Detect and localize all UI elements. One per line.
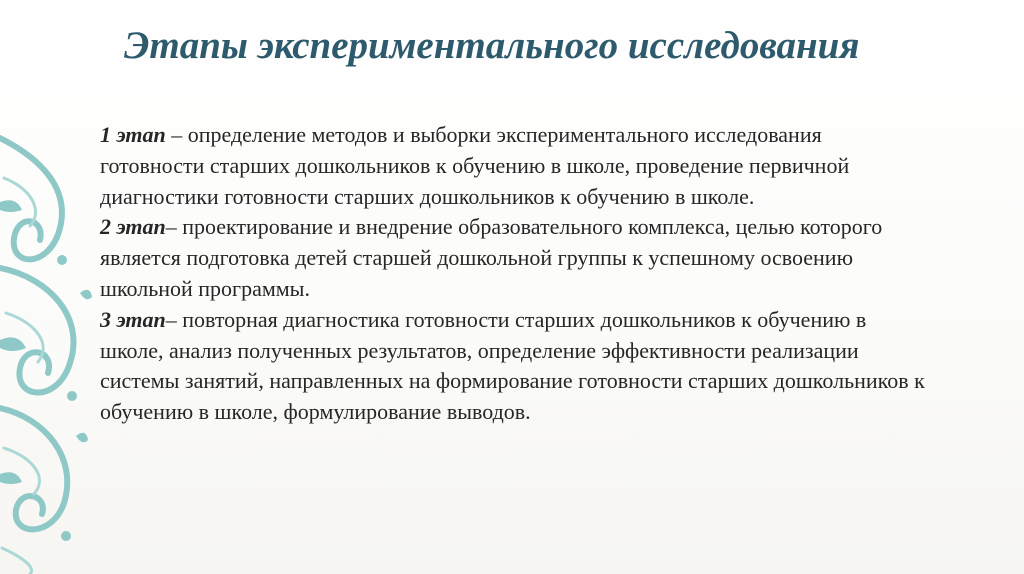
stage-description: – определение методов и выборки экспериментального исследования готовности старших дошкольников к обучению в школе, проведение первичной диагностики готовности старших дошкольников к обучению в школе. <box>100 122 850 209</box>
stage-label: 3 этап <box>100 306 166 332</box>
floral-scroll-ornament-icon <box>0 118 96 574</box>
stages-list <box>100 120 930 428</box>
slide-title: Этапы экспериментального исследования <box>124 24 860 67</box>
stage-label: 2 этап <box>100 214 166 240</box>
stage-label: 1 этап <box>100 122 166 147</box>
stage-3 <box>100 305 930 428</box>
stage-1 <box>100 120 930 212</box>
stage-2 <box>100 212 930 304</box>
stage-description: – проектирование и внедрение образовательного комплекса, целью которого является подготовка детей старшей дошкольной группы к успешному освоению школьной программы. <box>100 214 883 301</box>
stage-description: – повторная диагностика готовности старших дошкольников к обучению в школе, анализ полученных результатов, определение эффективности реализации системы занятий, направленных на формирование готовности старших дошкольников к обучению в школе, формулирование выводов. <box>100 306 925 425</box>
